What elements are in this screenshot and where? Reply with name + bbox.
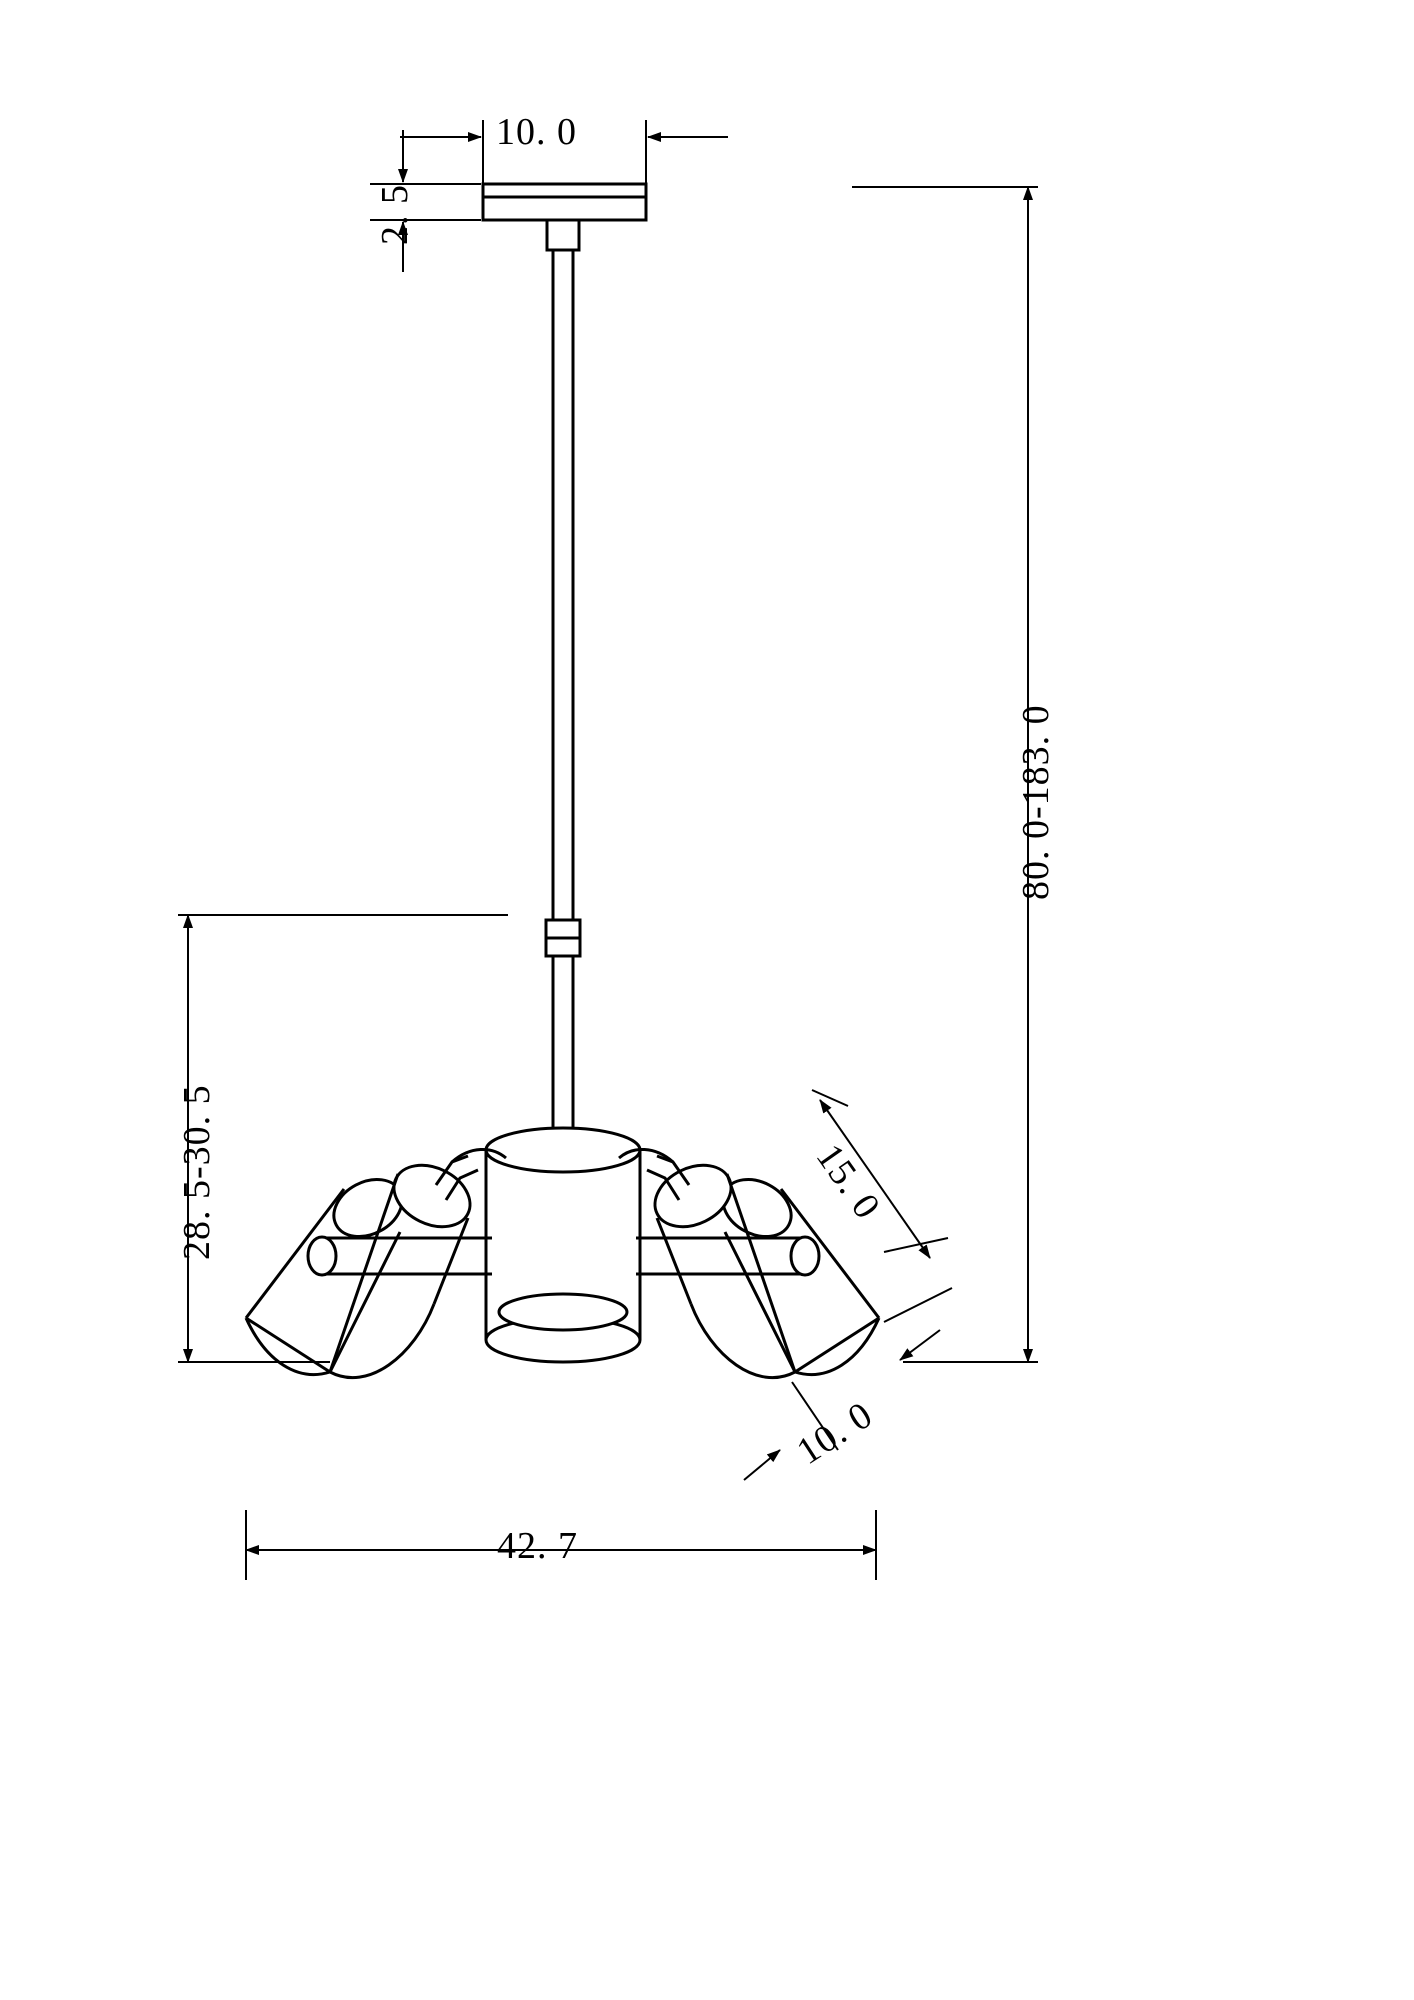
arm-right-horizontal: [636, 1237, 819, 1275]
stem-collar-top: [547, 220, 579, 250]
dim-label-fixture-height-range: 28. 5-30. 5: [176, 1084, 218, 1260]
dim-fixture-height: [178, 915, 508, 1362]
suspension-rod: [553, 250, 573, 920]
lower-rod: [553, 956, 573, 1150]
arm-left-horizontal: [308, 1237, 492, 1275]
canopy: [483, 184, 646, 220]
dim-label-shade-diameter: 10. 0: [789, 1393, 881, 1474]
central-cylinder-body: [486, 1128, 640, 1362]
dim-label-canopy-height: 2. 5: [374, 184, 416, 245]
stem-collar-bottom: [546, 920, 580, 956]
dim-label-shade-length: 15. 0: [807, 1136, 889, 1228]
dim-label-overall-width: 42. 7: [497, 1525, 578, 1567]
dim-label-drop-range: 80. 0-183. 0: [1015, 704, 1057, 900]
dim-label-canopy-diameter: 10. 0: [496, 111, 577, 153]
